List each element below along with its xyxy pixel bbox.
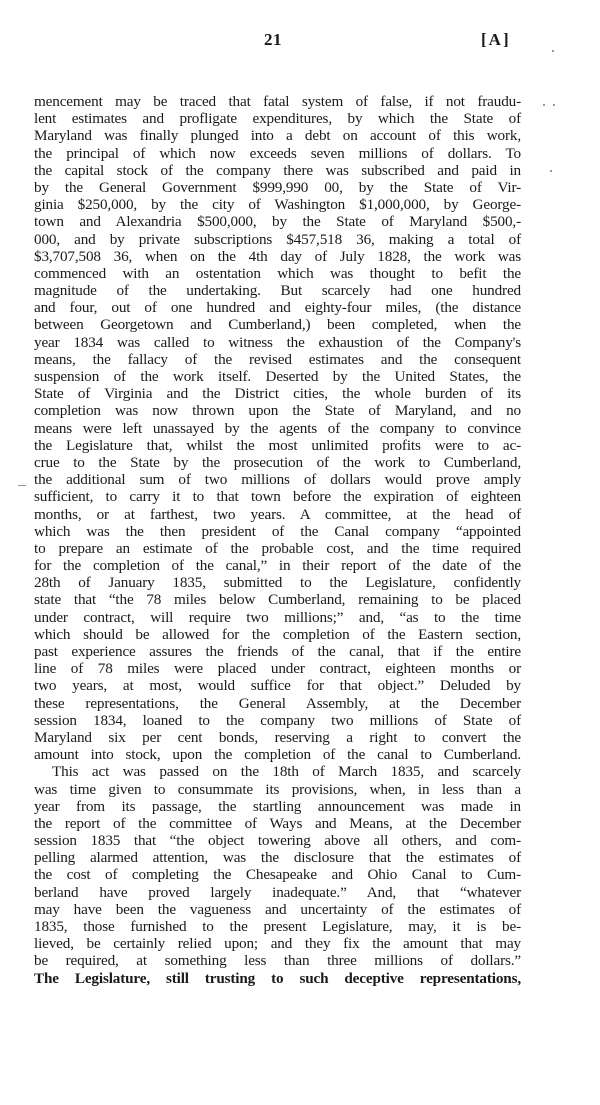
text-line: means, the fallacy of the revised estimates and the consequent [34, 350, 521, 368]
text-line: town and Alexandria $500,000, by the State of Maryland $500,- [34, 213, 521, 231]
text-line: commenced with an ostentation which was thought to befit the [34, 264, 521, 282]
text-line: year 1834 was called to witness the exhaustion of the Company's [34, 333, 521, 351]
section-mark: [A] [481, 30, 511, 49]
text-line: Maryland was finally plunged into a debt on account of this work, [34, 127, 521, 145]
text-line: was time given to consummate its provisions, when, in less than a [34, 780, 521, 798]
text-line: ginia $250,000, by the city of Washington $1,000,000, by George- [34, 196, 521, 214]
paragraph-1 [34, 93, 521, 763]
text-line: crue to the State by the prosecution of the work to Cumberland, [34, 453, 521, 471]
paragraph-2 [34, 763, 521, 986]
scan-speck [553, 104, 555, 106]
text-line: line of 78 miles were placed under contract, eighteen months or [34, 660, 521, 678]
text-line: means were left unassayed by the agents of the company to convince [34, 419, 521, 437]
text-line: which was the then president of the Canal company “appointed [34, 522, 521, 540]
text-line: two years, at most, would suffice for that object.” Deluded by [34, 677, 521, 695]
text-line: berland have proved largely inadequate.” And, that “whatever [34, 883, 521, 901]
text-line: past experience assures the friends of the canal, that if the entire [34, 643, 521, 660]
text-line: the report of the committee of Ways and Means, at the December [34, 814, 521, 832]
scan-speck [550, 170, 552, 172]
text-line: the cost of completing the Chesapeake and Ohio Canal to Cum- [34, 866, 521, 884]
text-line: to prepare an estimate of the probable cost, and the time required [34, 539, 521, 557]
text-line: magnitude of the undertaking. But scarcely had one hundred [34, 282, 521, 300]
text-line: state that “the 78 miles below Cumberland, remaining to be placed [34, 591, 521, 609]
text-line: and four, out of one hundred and eighty-four miles, (the distance [34, 299, 521, 317]
body-text [34, 93, 521, 987]
text-line: $3,707,508 36, when on the 4th day of July 1828, the work was [34, 247, 521, 265]
scan-speck [543, 104, 545, 106]
text-line: the Legislature that, whilst the most unlimited profits were to ac- [34, 436, 521, 454]
text-line: months, or at farthest, two years. A committee, at the head of [34, 505, 521, 523]
page-number: 21 [264, 30, 282, 49]
text-line: session 1834, loaned to the company two millions of State of [34, 711, 521, 729]
text-line: for the completion of the canal,” in their report of the date of the [34, 557, 521, 575]
text-line: year from its passage, the startling announcement was made in [34, 797, 521, 815]
scan-speck [552, 50, 554, 52]
text-line: lent estimates and profligate expenditures, by which the State of [34, 110, 521, 128]
scan-mark [18, 485, 26, 486]
text-line: 28th of January 1835, submitted to the Legislature, confidently [34, 574, 521, 592]
text-line: the principal of which now exceeds seven millions of dollars. To [34, 144, 521, 162]
text-line: these representations, the General Assembly, at the December [34, 694, 521, 712]
text-line: session 1835 that “the object towering above all others, and com- [34, 832, 521, 850]
text-line: the additional sum of two millions of dollars would prove amply [34, 471, 521, 489]
text-line: completion was now thrown upon the State of Maryland, and no [34, 402, 521, 420]
text-line: under contract, will require two millions;” and, “as to the time [34, 608, 521, 626]
page-header [0, 30, 600, 54]
text-line: 1835, those furnished to the present Legislature, may, it is be- [34, 918, 521, 935]
text-line: mencement may be traced that fatal system of false, if not fraudu- [34, 93, 521, 110]
text-line: the capital stock of the company there was subscribed and paid in [34, 161, 521, 179]
text-line: by the General Government $999,990 00, by the State of Vir- [34, 178, 521, 196]
text-line: This act was passed on the 18th of March 1835, and scarcely [52, 763, 521, 781]
text-line: 000, and by private subscriptions $457,518 36, making a total of [34, 230, 521, 248]
text-line: suspension of the work itself. Deserted by the United States, the [34, 368, 521, 385]
text-line: be required, at something less than three millions of dollars.” [34, 952, 521, 970]
text-line: pelling alarmed attention, was the disclosure that the estimates of [34, 849, 521, 867]
text-line: which should be allowed for the completion of the Eastern section, [34, 625, 521, 643]
text-line: sufficient, to carry it to that town before the expiration of eighteen [34, 488, 521, 506]
text-line: may have been the vagueness and uncertainty of the estimates of [34, 900, 521, 918]
text-line: lieved, be certainly relied upon; and they fix the amount that may [34, 935, 521, 953]
text-line: State of Virginia and the District cities, the whole burden of its [34, 385, 521, 403]
text-line: amount into stock, upon the completion of the canal to Cumberland. [34, 746, 521, 764]
text-line: The Legislature, still trusting to such deceptive representations, [34, 969, 521, 987]
text-line: between Georgetown and Cumberland,) been completed, when the [34, 316, 521, 334]
text-line: Maryland six per cent bonds, reserving a right to convert the [34, 728, 521, 746]
